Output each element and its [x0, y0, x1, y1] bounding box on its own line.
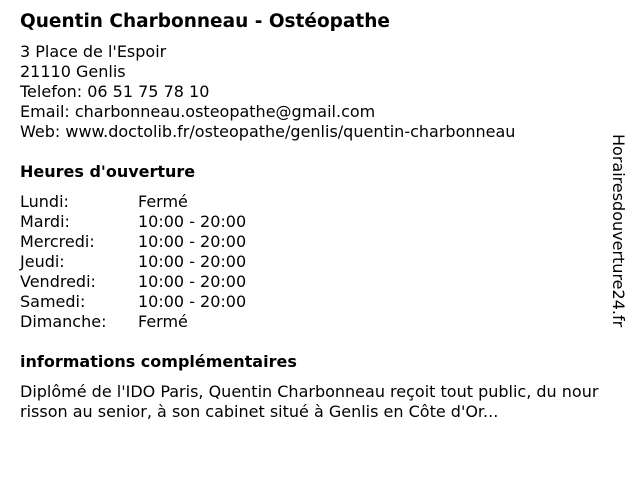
hours-row-friday	[20, 272, 600, 292]
day-label: Lundi:	[20, 192, 69, 211]
additional-info-heading: informations complémentaires	[20, 352, 297, 371]
site-watermark: Horairesdouverture24.fr	[609, 134, 628, 328]
day-label: Jeudi:	[20, 252, 65, 271]
day-label: Mardi:	[20, 212, 70, 231]
day-hours: 10:00 - 20:00	[138, 252, 247, 271]
hours-row-saturday	[20, 292, 600, 312]
day-label: Samedi:	[20, 292, 86, 311]
hours-row-wednesday	[20, 232, 600, 252]
phone-line: Telefon: 06 51 75 78 10	[20, 82, 210, 101]
address-line-1: 3 Place de l'Espoir	[20, 42, 167, 61]
contact-block	[20, 42, 600, 142]
hours-row-tuesday	[20, 212, 600, 232]
day-label: Dimanche:	[20, 312, 107, 331]
day-hours: Fermé	[138, 192, 188, 211]
hours-row-monday	[20, 192, 600, 212]
day-label: Mercredi:	[20, 232, 95, 251]
practitioner-card	[20, 10, 600, 422]
day-hours: 10:00 - 20:00	[138, 272, 247, 291]
practitioner-name: Quentin Charbonneau - Ostéopathe	[20, 11, 390, 32]
web-line: Web: www.doctolib.fr/osteopathe/genlis/quentin-charbonneau	[20, 122, 516, 141]
day-hours: 10:00 - 20:00	[138, 232, 247, 251]
hours-row-sunday	[20, 312, 600, 332]
day-hours: 10:00 - 20:00	[138, 212, 247, 231]
additional-info-text: Diplômé de l'IDO Paris, Quentin Charbonneau reçoit tout public, du nourrisson au senior, à son cabinet situé à Genlis en Côte d'Or...	[20, 382, 599, 421]
opening-hours-heading: Heures d'ouverture	[20, 162, 196, 181]
address-line-2: 21110 Genlis	[20, 62, 126, 81]
email-line: Email: charbonneau.osteopathe@gmail.com	[20, 102, 376, 121]
opening-hours-table	[20, 192, 600, 332]
day-hours: Fermé	[138, 312, 188, 331]
hours-row-thursday	[20, 252, 600, 272]
day-hours: 10:00 - 20:00	[138, 292, 247, 311]
day-label: Vendredi:	[20, 272, 96, 291]
